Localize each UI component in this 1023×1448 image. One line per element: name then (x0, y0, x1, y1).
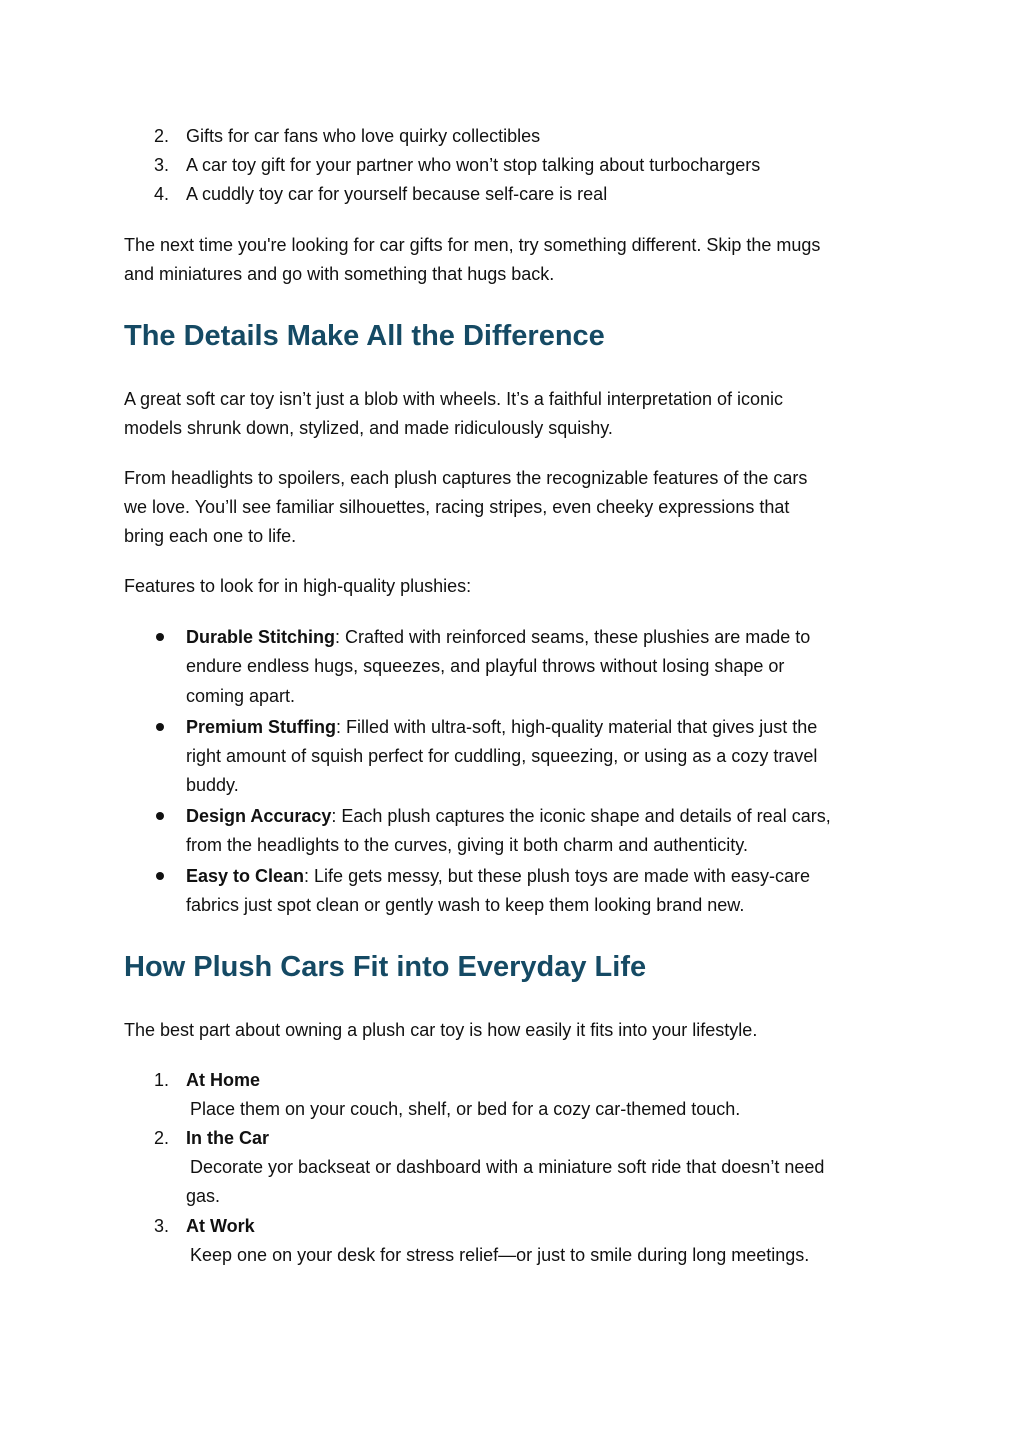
paragraph-text: and miniatures and go with something that hugs back. (124, 264, 555, 284)
section-heading: How Plush Cars Fit into Everyday Life (124, 951, 647, 983)
paragraph-text: The next time you're looking for car gifts for men, try something different. Skip the mugs (124, 235, 821, 255)
feature-text: from the headlights to the curves, giving it both charm and authenticity. (186, 835, 748, 855)
list-text: Gifts for car fans who love quirky collectibles (186, 126, 541, 146)
list-item-title: At Work (186, 1216, 255, 1236)
feature-title: Easy to Clean (186, 866, 305, 886)
feature-text: right amount of squish perfect for cuddling, squeezing, or using as a cozy travel (186, 746, 818, 766)
paragraph-text: A great soft car toy isn’t just a blob with wheels. It’s a faithful interpretation of iconic (124, 389, 784, 409)
list-number: 4. (154, 184, 170, 204)
feature-text: buddy. (186, 775, 239, 795)
bullet-icon (156, 633, 164, 641)
list-text: A car toy gift for your partner who won’t stop talking about turbochargers (186, 155, 761, 175)
list-number: 1. (154, 1070, 170, 1090)
list-item-title: At Home (186, 1070, 261, 1090)
feature-title: Premium Stuffing (186, 717, 337, 737)
feature-text: : Each plush captures the iconic shape and details of real cars, (331, 806, 831, 826)
bullet-icon (156, 812, 164, 820)
list-number: 3. (154, 1216, 170, 1236)
feature-text: : Filled with ultra-soft, high-quality material that gives just the (336, 717, 818, 737)
list-text: Keep one on your desk for stress relief—or just to smile during long meetings. (190, 1245, 810, 1265)
list-text: Decorate yor backseat or dashboard with a miniature soft ride that doesn’t need (190, 1157, 825, 1177)
feature-text: : Crafted with reinforced seams, these plushies are made to (335, 627, 811, 647)
paragraph-text: bring each one to life. (124, 526, 297, 546)
list-item-title: In the Car (186, 1128, 270, 1148)
feature-text: fabrics just spot clean or gently wash to keep them looking brand new. (186, 895, 745, 915)
feature-text: : Life gets messy, but these plush toys are made with easy-care (304, 866, 810, 886)
feature-text: endure endless hugs, squeezes, and playful throws without losing shape or (186, 656, 785, 676)
list-number: 3. (154, 155, 170, 175)
list-number: 2. (154, 1128, 170, 1148)
list-text: gas. (186, 1186, 221, 1206)
list-text: Place them on your couch, shelf, or bed for a cozy car-themed touch. (190, 1099, 741, 1119)
paragraph-text: Features to look for in high-quality plushies: (124, 576, 472, 596)
paragraph-text: From headlights to spoilers, each plush captures the recognizable features of the cars (124, 468, 808, 488)
paragraph-text: models shrunk down, stylized, and made ridiculously squishy. (124, 418, 613, 438)
paragraph-text: The best part about owning a plush car toy is how easily it fits into your lifestyle. (124, 1020, 758, 1040)
feature-title: Design Accuracy (186, 806, 332, 826)
list-number: 2. (154, 126, 170, 146)
list-text: A cuddly toy car for yourself because self-care is real (186, 184, 608, 204)
bullet-icon (156, 723, 164, 731)
bullet-icon (156, 872, 164, 880)
feature-text: coming apart. (186, 686, 296, 706)
section-heading: The Details Make All the Difference (124, 320, 605, 352)
feature-title: Durable Stitching (186, 627, 336, 647)
paragraph-text: we love. You’ll see familiar silhouettes, racing stripes, even cheeky expressions that (124, 497, 790, 517)
